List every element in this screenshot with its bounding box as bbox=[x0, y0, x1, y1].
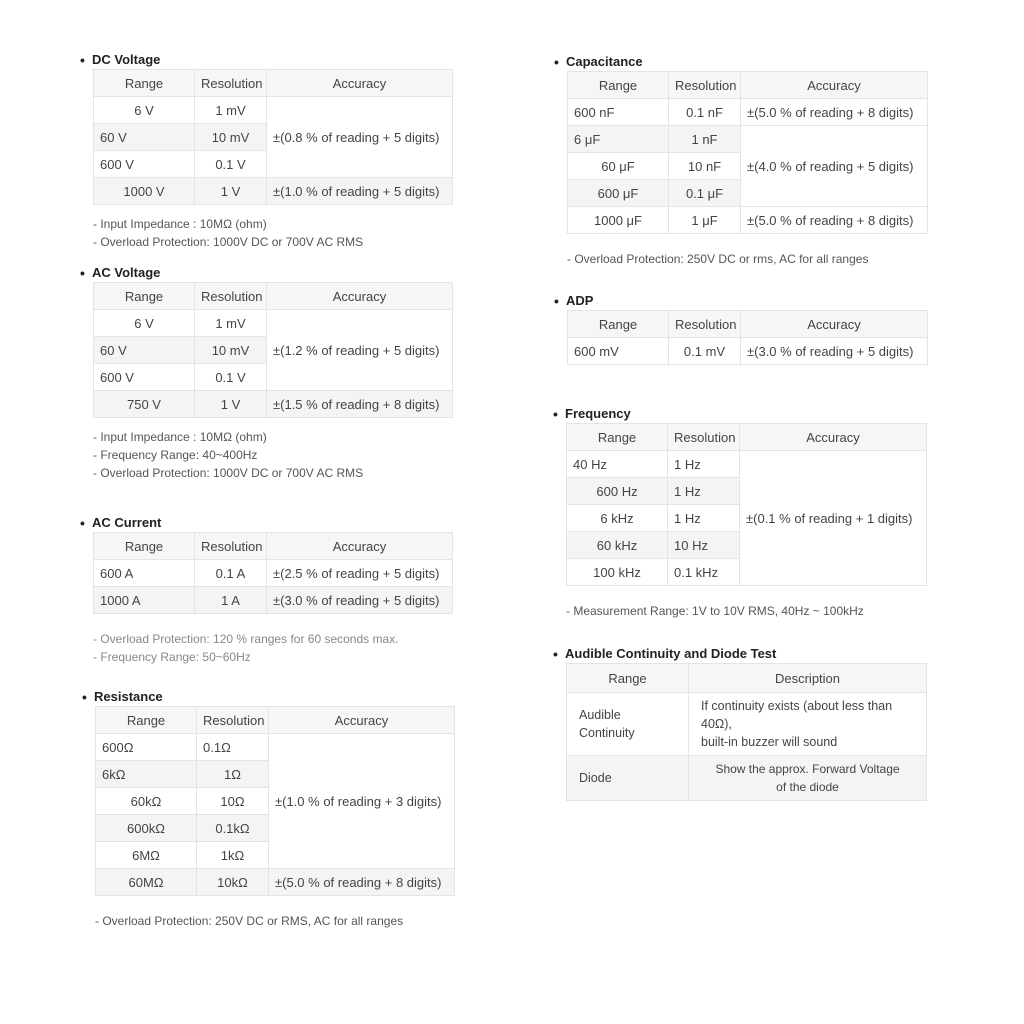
resolution-cell: 0.1 kHz bbox=[668, 559, 740, 586]
section-notes bbox=[93, 428, 453, 482]
range-cell: 6MΩ bbox=[96, 842, 197, 869]
range-cell: 6 V bbox=[94, 310, 195, 337]
note-line: - Overload Protection: 250V DC or RMS, AC for all ranges bbox=[95, 914, 404, 928]
section-title: AC Voltage bbox=[92, 265, 161, 280]
table-header-row bbox=[94, 283, 453, 310]
description-line: built-in buzzer will sound bbox=[701, 735, 838, 749]
range-cell: 600Ω bbox=[96, 734, 197, 761]
note-line: - Frequency Range: 40~400Hz bbox=[93, 448, 258, 462]
range-cell: 1000 A bbox=[94, 587, 195, 614]
resolution-cell: 10 mV bbox=[195, 337, 267, 364]
table-row bbox=[94, 391, 453, 418]
section-heading bbox=[80, 264, 453, 282]
table-row bbox=[96, 734, 455, 761]
range-cell: 60 V bbox=[94, 124, 195, 151]
header-range: Range bbox=[567, 424, 668, 451]
accuracy-cell: ±(0.1 % of reading + 1 digits) bbox=[740, 451, 927, 586]
spec-table bbox=[566, 663, 927, 801]
accuracy-cell: ±(5.0 % of reading + 8 digits) bbox=[741, 99, 928, 126]
accuracy-cell: ±(5.0 % of reading + 8 digits) bbox=[741, 207, 928, 234]
table-header-row bbox=[96, 707, 455, 734]
resistance-section bbox=[82, 688, 455, 930]
table-header-row bbox=[94, 70, 453, 97]
range-cell: 600 Hz bbox=[567, 478, 668, 505]
note-line: - Overload Protection: 1000V DC or 700V AC RMS bbox=[93, 466, 364, 480]
note-line: - Overload Protection: 1000V DC or 700V AC RMS bbox=[93, 235, 364, 249]
range-cell: 600 A bbox=[94, 560, 195, 587]
range-cell: 6kΩ bbox=[96, 761, 197, 788]
accuracy-cell: ±(1.0 % of reading + 3 digits) bbox=[269, 734, 455, 869]
header-range: Range bbox=[96, 707, 197, 734]
accuracy-cell: ±(4.0 % of reading + 5 digits) bbox=[741, 126, 928, 207]
section-title: AC Current bbox=[92, 515, 162, 530]
accuracy-cell: ±(1.0 % of reading + 5 digits) bbox=[267, 178, 453, 205]
section-notes bbox=[567, 250, 928, 268]
table-header-row bbox=[568, 311, 928, 338]
section-title: Audible Continuity and Diode Test bbox=[565, 646, 777, 661]
header-accuracy: Accuracy bbox=[267, 533, 453, 560]
range-cell: 6 kHz bbox=[567, 505, 668, 532]
table-row bbox=[94, 587, 453, 614]
resolution-cell: 1 Hz bbox=[668, 505, 740, 532]
resolution-cell: 0.1 nF bbox=[669, 99, 741, 126]
table-header-row bbox=[568, 72, 928, 99]
capacitance-section bbox=[554, 53, 928, 268]
note-line: - Measurement Range: 1V to 10V RMS, 40Hz ~ 100kHz bbox=[566, 604, 864, 618]
ac-voltage-section bbox=[80, 264, 453, 482]
range-cell: 600 V bbox=[94, 364, 195, 391]
range-cell: 6 μF bbox=[568, 126, 669, 153]
section-title: Resistance bbox=[94, 689, 163, 704]
resolution-cell: 0.1Ω bbox=[197, 734, 269, 761]
range-cell: 600 V bbox=[94, 151, 195, 178]
spec-table bbox=[95, 706, 455, 896]
header-resolution: Resolution bbox=[669, 311, 741, 338]
header-range: Range bbox=[567, 664, 689, 693]
resolution-cell: 1 mV bbox=[195, 310, 267, 337]
note-line: - Input Impedance : 10MΩ (ohm) bbox=[93, 430, 267, 444]
table-header-row bbox=[567, 424, 927, 451]
note-line: - Frequency Range: 50~60Hz bbox=[93, 650, 251, 664]
header-range: Range bbox=[94, 283, 195, 310]
accuracy-cell: ±(0.8 % of reading + 5 digits) bbox=[267, 97, 453, 178]
resolution-cell: 10 nF bbox=[669, 153, 741, 180]
resolution-cell: 0.1 V bbox=[195, 364, 267, 391]
section-notes bbox=[93, 630, 453, 666]
spec-table bbox=[93, 69, 453, 205]
bullet-icon: • bbox=[554, 293, 559, 309]
table-header-row bbox=[567, 664, 927, 693]
range-cell: 600 nF bbox=[568, 99, 669, 126]
table-row bbox=[96, 869, 455, 896]
section-notes bbox=[95, 912, 455, 930]
table-row bbox=[567, 451, 927, 478]
section-title: Frequency bbox=[565, 406, 631, 421]
dc-voltage-section bbox=[80, 51, 453, 251]
bullet-icon: • bbox=[554, 54, 559, 70]
range-line: Diode bbox=[579, 771, 612, 785]
range-cell: 60 μF bbox=[568, 153, 669, 180]
table-row bbox=[568, 99, 928, 126]
header-resolution: Resolution bbox=[668, 424, 740, 451]
range-cell: 60 V bbox=[94, 337, 195, 364]
range-cell: 600 mV bbox=[568, 338, 669, 365]
range-cell: 60 kHz bbox=[567, 532, 668, 559]
resolution-cell: 10 mV bbox=[195, 124, 267, 151]
resolution-cell: 1kΩ bbox=[197, 842, 269, 869]
header-range: Range bbox=[568, 72, 669, 99]
description-line: If continuity exists (about less than bbox=[701, 699, 893, 713]
accuracy-cell: ±(3.0 % of reading + 5 digits) bbox=[267, 587, 453, 614]
ac-current-section bbox=[80, 514, 453, 666]
bullet-icon: • bbox=[80, 265, 85, 281]
header-resolution: Resolution bbox=[195, 70, 267, 97]
accuracy-cell: ±(3.0 % of reading + 5 digits) bbox=[741, 338, 928, 365]
spec-table bbox=[93, 282, 453, 418]
description-cell bbox=[689, 693, 927, 756]
resolution-cell: 1 V bbox=[195, 391, 267, 418]
note-line: - Overload Protection: 120 % ranges for 60 seconds max. bbox=[93, 632, 399, 646]
header-accuracy: Accuracy bbox=[741, 72, 928, 99]
section-heading bbox=[80, 51, 453, 69]
table-row bbox=[568, 338, 928, 365]
resolution-cell: 1 mV bbox=[195, 97, 267, 124]
table-row bbox=[94, 560, 453, 587]
range-cell: 1000 μF bbox=[568, 207, 669, 234]
resolution-cell: 10kΩ bbox=[197, 869, 269, 896]
adp-section bbox=[554, 292, 928, 365]
range-line: Audible bbox=[579, 708, 621, 722]
table-row bbox=[94, 310, 453, 337]
header-resolution: Resolution bbox=[669, 72, 741, 99]
header-resolution: Resolution bbox=[195, 283, 267, 310]
resolution-cell: 0.1kΩ bbox=[197, 815, 269, 842]
table-row bbox=[568, 207, 928, 234]
bullet-icon: • bbox=[80, 515, 85, 531]
header-range: Range bbox=[94, 70, 195, 97]
table-row bbox=[94, 97, 453, 124]
table-row bbox=[567, 693, 927, 756]
range-cell: 1000 V bbox=[94, 178, 195, 205]
spec-table bbox=[566, 423, 927, 586]
header-range: Range bbox=[568, 311, 669, 338]
section-heading bbox=[80, 514, 453, 532]
resolution-cell: 10 Hz bbox=[668, 532, 740, 559]
range-cell bbox=[567, 693, 689, 756]
section-heading bbox=[82, 688, 455, 706]
section-heading bbox=[553, 645, 927, 663]
resolution-cell: 1 μF bbox=[669, 207, 741, 234]
spec-table bbox=[567, 310, 928, 365]
section-heading bbox=[553, 405, 927, 423]
section-title: DC Voltage bbox=[92, 52, 161, 67]
section-heading bbox=[554, 292, 928, 310]
header-accuracy: Accuracy bbox=[741, 311, 928, 338]
range-line: Continuity bbox=[579, 726, 635, 740]
section-heading bbox=[554, 53, 928, 71]
header-range: Range bbox=[94, 533, 195, 560]
header-accuracy: Accuracy bbox=[740, 424, 927, 451]
header-resolution: Resolution bbox=[195, 533, 267, 560]
spec-table bbox=[567, 71, 928, 234]
resolution-cell: 1 Hz bbox=[668, 451, 740, 478]
accuracy-cell: ±(2.5 % of reading + 5 digits) bbox=[267, 560, 453, 587]
range-cell: 60kΩ bbox=[96, 788, 197, 815]
section-notes bbox=[93, 215, 453, 251]
range-cell: 60MΩ bbox=[96, 869, 197, 896]
frequency-section bbox=[553, 405, 927, 620]
resolution-cell: 1 nF bbox=[669, 126, 741, 153]
range-cell: 100 kHz bbox=[567, 559, 668, 586]
table-row bbox=[94, 178, 453, 205]
resolution-cell: 1Ω bbox=[197, 761, 269, 788]
range-cell: 750 V bbox=[94, 391, 195, 418]
accuracy-cell: ±(1.5 % of reading + 8 digits) bbox=[267, 391, 453, 418]
header-description: Description bbox=[689, 664, 927, 693]
range-cell: 6 V bbox=[94, 97, 195, 124]
resolution-cell: 1 Hz bbox=[668, 478, 740, 505]
resolution-cell: 1 V bbox=[195, 178, 267, 205]
table-header-row bbox=[94, 533, 453, 560]
range-cell: 600 μF bbox=[568, 180, 669, 207]
range-cell: 40 Hz bbox=[567, 451, 668, 478]
section-title: ADP bbox=[566, 293, 594, 308]
table-row bbox=[568, 126, 928, 153]
resolution-cell: 0.1 V bbox=[195, 151, 267, 178]
description-line: Show the approx. Forward Voltage bbox=[715, 762, 900, 776]
bullet-icon: • bbox=[80, 52, 85, 68]
spec-table bbox=[93, 532, 453, 614]
header-accuracy: Accuracy bbox=[269, 707, 455, 734]
range-cell: 600kΩ bbox=[96, 815, 197, 842]
resolution-cell: 10Ω bbox=[197, 788, 269, 815]
header-accuracy: Accuracy bbox=[267, 283, 453, 310]
bullet-icon: • bbox=[553, 406, 558, 422]
accuracy-cell: ±(5.0 % of reading + 8 digits) bbox=[269, 869, 455, 896]
section-title: Capacitance bbox=[566, 54, 643, 69]
resolution-cell: 1 A bbox=[195, 587, 267, 614]
resolution-cell: 0.1 μF bbox=[669, 180, 741, 207]
range-cell bbox=[567, 756, 689, 801]
description-cell bbox=[689, 756, 927, 801]
section-notes bbox=[566, 602, 927, 620]
note-line: - Input Impedance : 10MΩ (ohm) bbox=[93, 217, 267, 231]
table-row bbox=[567, 756, 927, 801]
description-line: of the diode bbox=[776, 780, 839, 794]
bullet-icon: • bbox=[553, 646, 558, 662]
resolution-cell: 0.1 A bbox=[195, 560, 267, 587]
header-resolution: Resolution bbox=[197, 707, 269, 734]
description-line: 40Ω), bbox=[701, 717, 732, 731]
header-accuracy: Accuracy bbox=[267, 70, 453, 97]
resolution-cell: 0.1 mV bbox=[669, 338, 741, 365]
continuity-section bbox=[553, 645, 927, 801]
bullet-icon: • bbox=[82, 689, 87, 705]
note-line: - Overload Protection: 250V DC or rms, AC for all ranges bbox=[567, 252, 869, 266]
accuracy-cell: ±(1.2 % of reading + 5 digits) bbox=[267, 310, 453, 391]
